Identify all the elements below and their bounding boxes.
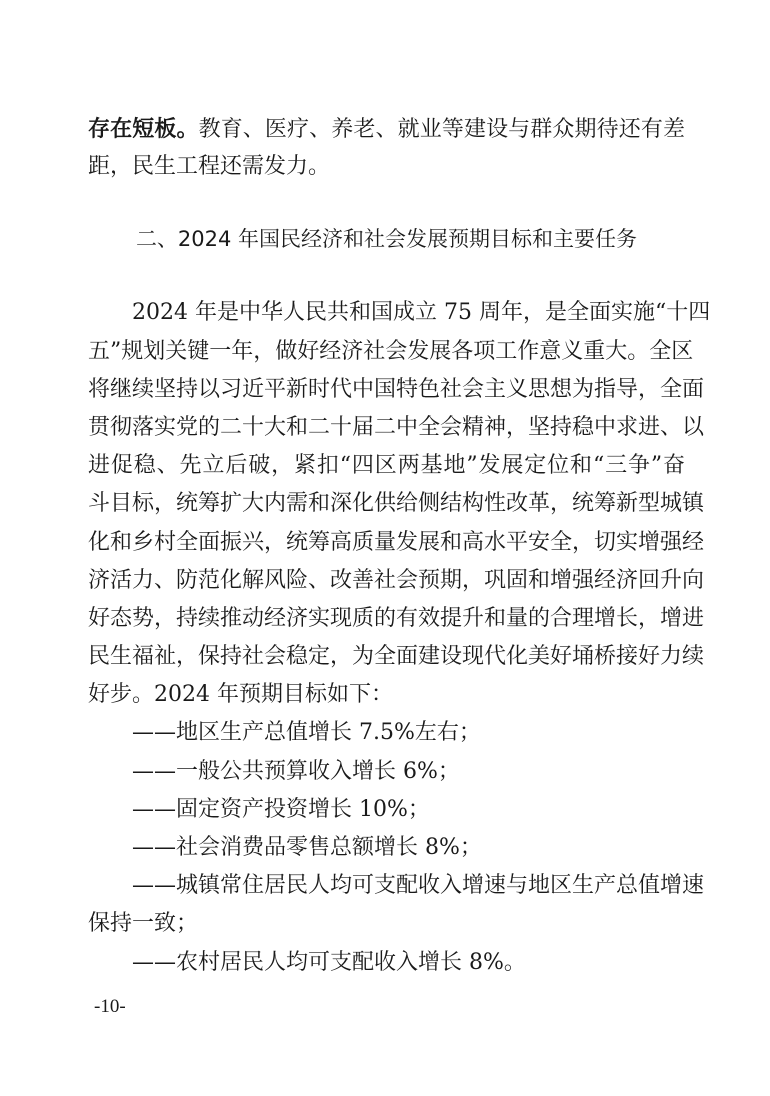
section-heading: 二、2024 年国民经济和社会发展预期目标和主要任务	[135, 227, 638, 252]
paragraph	[88, 294, 711, 714]
target-item: ——城镇常住居民人均可支配收入增速与地区生产总值增速	[132, 873, 705, 899]
paragraph-line: 进促稳、先立后破，紧扣“四区两基地”发展定位和“三争”奋	[88, 453, 685, 479]
paragraph-line: 斗目标，统筹扩大内需和深化供给侧结构性改革，统筹新型城镇	[88, 491, 705, 517]
target-item: ——农村居民人均可支配收入增长 8%。	[132, 949, 526, 975]
paragraph-line: 五”规划关键一年，做好经济社会发展各项工作意义重大。全区	[88, 338, 694, 364]
page-number: -10-	[94, 996, 126, 1017]
document-page	[88, 110, 711, 982]
intro-line-1-text: 教育、医疗、养老、就业等建设与群众期待还有差	[198, 117, 685, 142]
paragraph-line: 好步。2024 年预期目标如下：	[88, 682, 393, 708]
target-item-continued: 保持一致；	[88, 911, 199, 937]
paragraph-line: 好态势，持续推动经济实现质的有效提升和量的合理增长，增进	[88, 605, 705, 631]
paragraph-line: 化和乡村全面振兴，统筹高质量发展和高水平安全，切实增强经	[88, 529, 705, 555]
paragraph-line: 贯彻落实党的二十大和二十届二中全会精神，坚持稳中求进、以	[88, 414, 705, 440]
target-list	[88, 714, 705, 981]
intro-line-2: 距，民生工程还需发力。	[88, 154, 331, 180]
bold-lead: 存在短板。	[88, 116, 199, 142]
intro-line-1	[88, 110, 685, 148]
paragraph-line: 2024 年是中华人民共和国成立 75 周年，是全面实施“十四	[132, 300, 711, 326]
target-item: ——固定资产投资增长 10%；	[132, 796, 430, 822]
paragraph-line: 民生福祉，保持社会稳定，为全面建设现代化美好埇桥接好力续	[88, 644, 705, 670]
target-item: ——一般公共预算收入增长 6%；	[132, 758, 460, 784]
target-item: ——社会消费品零售总额增长 8%；	[132, 835, 482, 860]
paragraph-line: 将继续坚持以习近平新时代中国特色社会主义思想为指导，全面	[88, 376, 705, 402]
target-item: ——地区生产总值增长 7.5%左右；	[132, 720, 481, 746]
paragraph-line: 济活力、防范化解风险、改善社会预期，巩固和增强经济回升向	[88, 567, 705, 593]
